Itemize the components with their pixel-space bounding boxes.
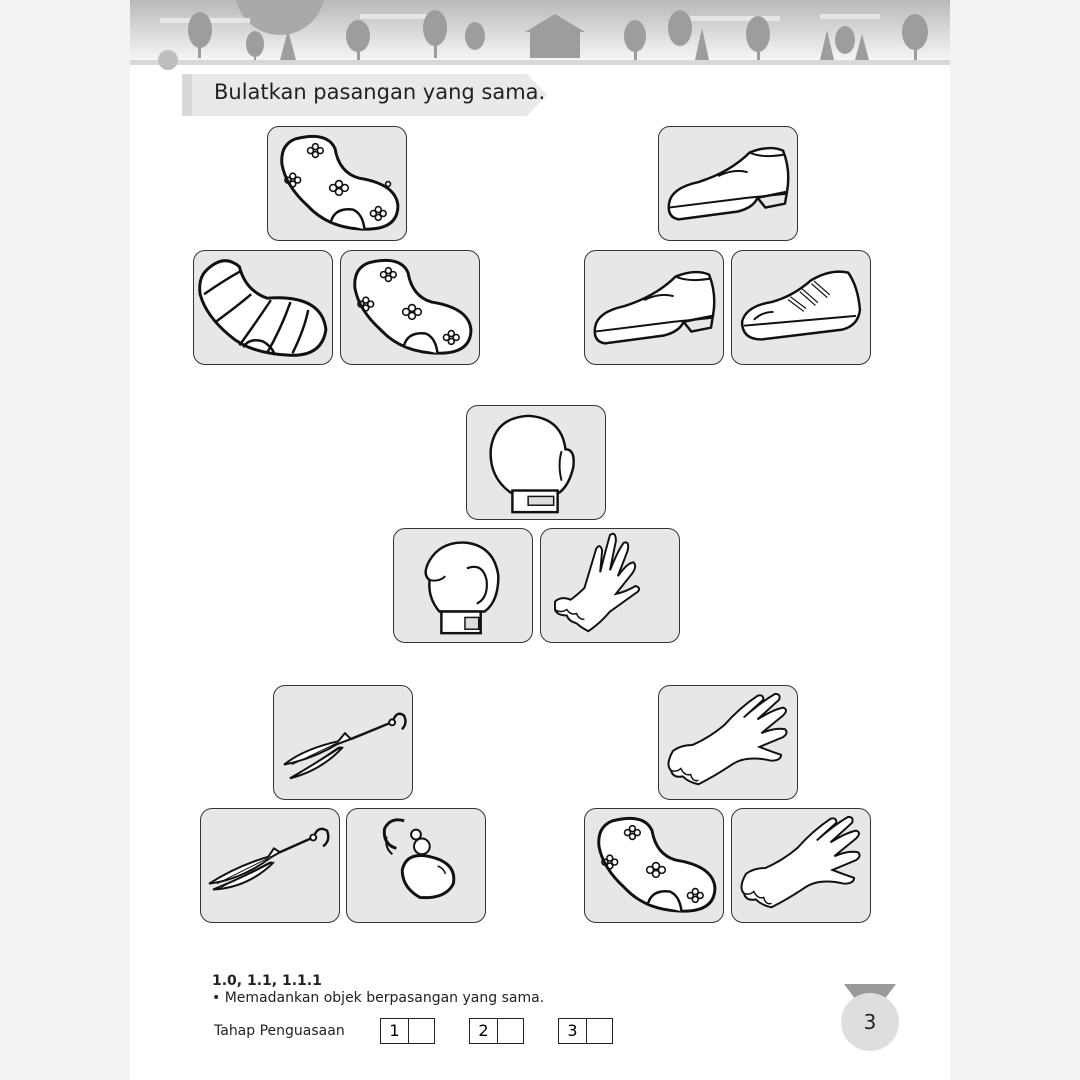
ruffled-glove-icon — [659, 686, 797, 799]
boxing-mitten-icon — [467, 406, 605, 519]
flowered-sock-icon — [268, 127, 406, 240]
shoe-top-loafer-shoe — [658, 126, 798, 241]
striped-sock-icon — [194, 251, 332, 364]
bullet: • — [212, 990, 221, 1006]
level-number: 2 — [470, 1019, 498, 1043]
mastery-level-3[interactable] — [558, 1018, 613, 1044]
ruffled-glove-icon — [541, 529, 679, 642]
mastery-level-2[interactable] — [469, 1018, 524, 1044]
sock-option-striped-sock[interactable] — [193, 250, 333, 365]
mitten-option-boxing-mitten[interactable] — [393, 528, 533, 643]
heart-earring-icon — [347, 809, 485, 922]
glove-option-ruffled-glove[interactable] — [731, 808, 871, 923]
learning-objective — [212, 990, 544, 1006]
feather-earring-icon — [274, 686, 412, 799]
mitten-top-boxing-mitten — [466, 405, 606, 520]
mastery-level-1[interactable] — [380, 1018, 435, 1044]
flowered-sock-icon — [341, 251, 479, 364]
shoe-option-loafer-shoe[interactable] — [584, 250, 724, 365]
boxing-mitten-icon — [394, 529, 532, 642]
mitten-option-ruffled-glove[interactable] — [540, 528, 680, 643]
earring-option-feather-earring[interactable] — [200, 808, 340, 923]
loafer-shoe-icon — [585, 251, 723, 364]
standard-codes: 1.0, 1.1, 1.1.1 — [212, 973, 322, 989]
glove-top-ruffled-glove — [658, 685, 798, 800]
objective-text: Memadankan objek berpasangan yang sama. — [224, 990, 545, 1006]
page-number: 3 — [863, 1010, 877, 1034]
level-number: 1 — [381, 1019, 409, 1043]
ruffled-glove-icon — [732, 809, 870, 922]
feather-earring-icon — [201, 809, 339, 922]
sock-option-flowered-sock[interactable] — [340, 250, 480, 365]
sock-top-flowered-sock — [267, 126, 407, 241]
level-number: 3 — [559, 1019, 587, 1043]
shoe-option-sneaker-shoe[interactable] — [731, 250, 871, 365]
worksheet-page — [130, 0, 950, 1080]
sneaker-shoe-icon — [732, 251, 870, 364]
earring-option-heart-earring[interactable] — [346, 808, 486, 923]
flowered-sock-icon — [585, 809, 723, 922]
instruction-text: Bulatkan pasangan yang sama. — [214, 80, 546, 104]
glove-option-flowered-sock[interactable] — [584, 808, 724, 923]
loafer-shoe-icon — [659, 127, 797, 240]
mastery-label: Tahap Penguasaan — [214, 1023, 345, 1039]
header-banner — [130, 0, 950, 72]
earring-top-feather-earring — [273, 685, 413, 800]
instruction-banner — [182, 74, 547, 116]
